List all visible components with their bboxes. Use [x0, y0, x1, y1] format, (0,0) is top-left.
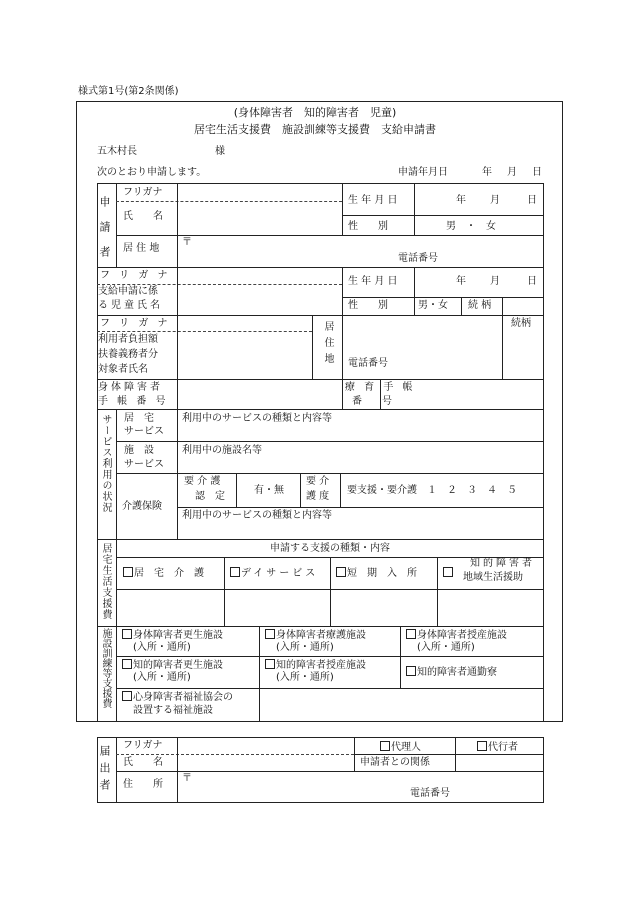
care-degree-label-2: 護 度	[306, 491, 330, 502]
payer-label-3: 対象者氏名	[98, 364, 148, 375]
date-year: 年	[482, 167, 492, 178]
care-degree-label-1: 要 介	[306, 476, 330, 487]
ryoiku-handbook-label-1: 療 育 手 帳	[345, 382, 416, 393]
care-need-label-1: 要 介 護	[184, 476, 221, 487]
checkbox-icon	[265, 629, 275, 639]
facility-opt-1-sub: (入所・通所)	[133, 642, 191, 653]
form-title: 居宅生活支援費 施設訓練等支援費 支給申請書	[194, 123, 436, 136]
date-label: 申請年月日	[398, 167, 448, 178]
applicant-birth-day: 日	[527, 195, 537, 206]
facility-service-label-2: サービス	[124, 459, 164, 470]
home-opt-1-label: 居 宅 介 護	[134, 568, 204, 579]
applicant-name-label: 氏 名	[123, 211, 163, 222]
home-support-label: 居宅生活支援費	[100, 543, 111, 620]
applicant-sex-options[interactable]: 男 ・ 女	[446, 221, 496, 232]
facility-opt-4-sub: (入所・通所)	[133, 672, 191, 683]
physical-handbook-label-1: 身体障害者	[98, 382, 163, 393]
child-birth-year: 年	[456, 276, 466, 287]
child-birth-day: 日	[527, 276, 537, 287]
home-service-label-2: サービス	[124, 426, 164, 437]
child-relation-label: 続 柄	[468, 300, 492, 311]
child-sex-options[interactable]: 男・女	[418, 300, 448, 311]
care-levels[interactable]: 要支援・要介護 １ ２ ３ ４ ５	[347, 485, 517, 496]
home-support-header: 申請する支援の種類・内容	[270, 543, 390, 554]
facility-opt-2-label: 身体障害者療護施設	[276, 630, 366, 641]
header-categories: (身体障害者 知的障害者 児童)	[233, 106, 397, 119]
payer-label-1: 利用者負担額	[98, 334, 158, 345]
home-opt-4-label-2: 地域生活援助	[463, 572, 523, 583]
facility-opt-4[interactable]	[122, 659, 223, 671]
notifier-proxy-label: 代理人	[391, 742, 421, 753]
child-label-2: る児童氏名	[98, 300, 163, 311]
home-opt-3[interactable]	[336, 567, 417, 579]
notifier-name-label: 氏 名	[123, 757, 163, 768]
notifier-postal-mark: 〒	[182, 773, 192, 784]
facility-opt-4-label: 知的障害者更生施設	[133, 660, 223, 671]
applicant-phone-label: 電話番号	[398, 253, 438, 264]
facility-opt-6-label: 知的障害者通勤寮	[417, 667, 497, 678]
payer-relation-label: 続柄	[511, 318, 531, 329]
care-need-label-2: 認 定	[195, 491, 225, 502]
facility-opt-5-sub: (入所・通所)	[276, 672, 334, 683]
checkbox-icon	[122, 629, 132, 639]
checkbox-icon	[123, 567, 133, 577]
date-month: 月	[507, 167, 517, 178]
request-line: 次のとおり申請します。	[97, 167, 207, 178]
checkbox-icon	[336, 567, 346, 577]
notifier-agent-option[interactable]	[477, 741, 518, 753]
facility-opt-2[interactable]	[265, 629, 366, 641]
checkbox-icon	[406, 666, 416, 676]
home-service-text: 利用中のサービスの種類と内容等	[182, 413, 332, 424]
checkbox-icon	[230, 567, 240, 577]
facility-opt-2-sub: (入所・通所)	[276, 642, 334, 653]
child-birth-label: 生 年 月 日	[348, 276, 398, 287]
home-opt-1[interactable]	[123, 567, 204, 579]
applicant-sex-label: 性 別	[348, 221, 388, 232]
applicant-birth-label: 生 年 月 日	[348, 195, 398, 206]
child-furigana-label: フ リ ガ ナ	[100, 270, 171, 281]
facility-service-label-1: 施 設	[124, 445, 154, 456]
applicant-birth-year: 年	[456, 195, 466, 206]
notifier-relation-label: 申請者との関係	[360, 757, 430, 768]
checkbox-icon	[477, 741, 487, 751]
home-opt-4-label-1: 知的障害者	[470, 558, 535, 569]
home-opt-2-label: デイサービス	[241, 568, 319, 579]
care-insurance-label: 介護保険	[122, 501, 162, 512]
addressee: 五木村長	[97, 146, 137, 157]
services-label: サービス利用の状況	[100, 414, 111, 513]
notifier-proxy-option[interactable]	[380, 741, 421, 753]
home-opt-3-label: 短 期 入 所	[347, 568, 417, 579]
notifier-label: 届出者	[98, 745, 111, 796]
home-opt-2[interactable]	[230, 567, 318, 579]
applicant-postal-mark: 〒	[182, 237, 192, 248]
checkbox-icon	[122, 659, 132, 669]
payer-phone-label: 電話番号	[348, 358, 388, 369]
payer-address-label: 居住地	[322, 321, 333, 369]
child-birth-month: 月	[490, 276, 500, 287]
facility-opt-7-label: 心身障害者福祉協会の	[133, 692, 233, 703]
facility-opt-1[interactable]	[122, 629, 223, 641]
applicant-label: 申請者	[98, 196, 111, 271]
notifier-phone-label: 電話番号	[410, 788, 450, 799]
notifier-furigana-label: フリガナ	[123, 740, 163, 751]
facility-support-label: 施設訓練等支援費	[100, 628, 111, 708]
facility-opt-5-label: 知的障害者授産施設	[276, 660, 366, 671]
facility-opt-3-label: 身体障害者授産施設	[417, 630, 507, 641]
child-sex-label: 性 別	[348, 300, 388, 311]
applicant-address-label: 居 住 地	[123, 243, 160, 254]
ryoiku-handbook-label-2: 番 号	[352, 396, 392, 407]
home-opt-4-checkbox[interactable]	[443, 567, 454, 579]
payer-label-2: 扶養義務者分	[98, 349, 158, 360]
applicant-furigana-label: フリガナ	[123, 187, 163, 198]
checkbox-icon	[406, 629, 416, 639]
checkbox-icon	[122, 691, 132, 701]
form-number: 様式第1号(第2条関係)	[78, 86, 179, 97]
child-label-1: 支給申請に係	[98, 286, 158, 297]
facility-opt-3[interactable]	[406, 629, 507, 641]
home-service-label-1: 居 宅	[124, 413, 154, 424]
facility-opt-3-sub: (入所・通所)	[417, 642, 475, 653]
notifier-agent-label: 代行者	[488, 742, 518, 753]
checkbox-icon	[443, 567, 453, 577]
care-need-options[interactable]: 有・無	[254, 485, 284, 496]
facility-opt-1-label: 身体障害者更生施設	[133, 630, 223, 641]
checkbox-icon	[265, 659, 275, 669]
facility-opt-7[interactable]	[122, 691, 233, 703]
care-service-text: 利用中のサービスの種類と内容等	[182, 510, 332, 521]
facility-opt-6[interactable]	[406, 666, 497, 678]
checkbox-icon	[380, 741, 390, 751]
date-day: 日	[532, 167, 542, 178]
applicant-birth-month: 月	[490, 195, 500, 206]
honorific: 様	[215, 146, 225, 157]
payer-furigana-label: フ リ ガ ナ	[100, 318, 171, 329]
facility-opt-5[interactable]	[265, 659, 366, 671]
facility-service-text: 利用中の施設名等	[182, 445, 262, 456]
physical-handbook-label-2: 手 帳 番 号	[98, 396, 169, 407]
facility-opt-7-sub: 設置する福祉施設	[133, 705, 213, 716]
notifier-address-label: 住 所	[123, 779, 163, 790]
